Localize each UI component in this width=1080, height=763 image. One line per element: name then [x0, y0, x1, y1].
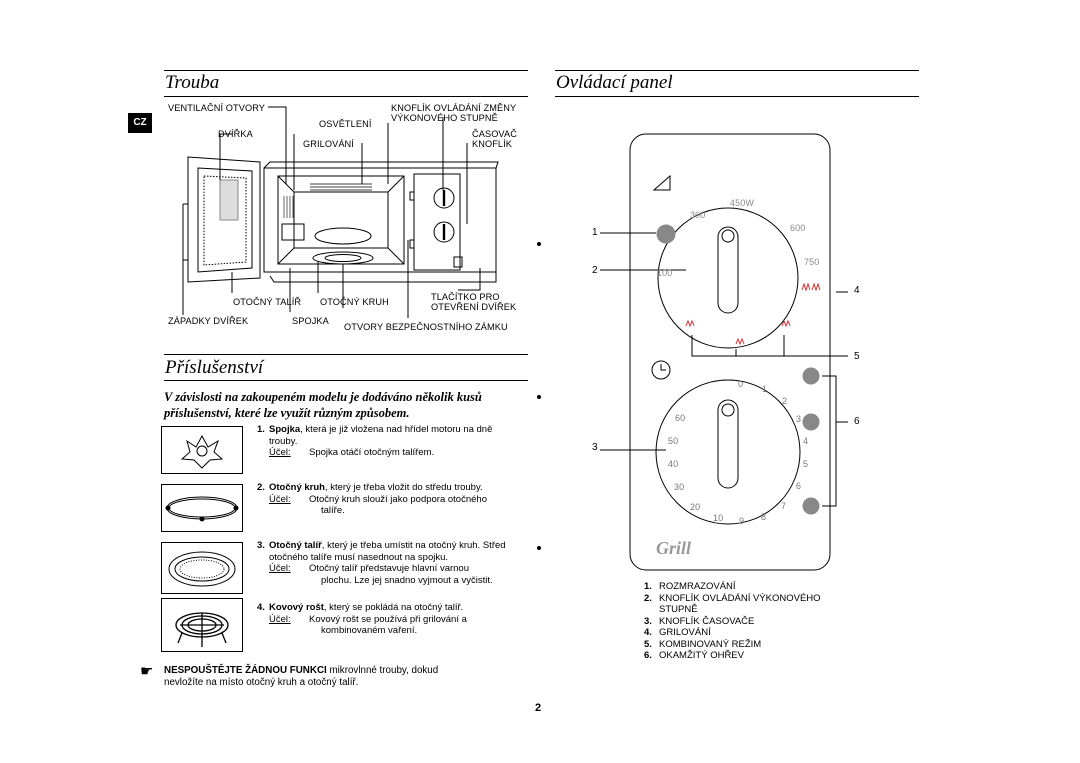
- power-300: 300: [690, 210, 706, 220]
- timer-3: 3: [796, 414, 802, 424]
- turntable-image: [161, 542, 243, 594]
- accessory-4: 4. Kovový rošt, který se pokládá na otočný talíř. Účel: Kovový rošt se používá při grilování a kombinovaném vaření.: [257, 602, 467, 636]
- door-open-icon: [654, 176, 670, 190]
- label-turntable: OTOČNÝ TALÍŘ: [233, 297, 302, 307]
- combo-icon-mid: [736, 339, 744, 344]
- accessories-bottom-rule: [164, 380, 528, 381]
- callout-3: 3: [592, 442, 598, 453]
- roller-ring-image: [161, 484, 243, 532]
- label-power-knob-1: KNOFLÍK OVLÁDÁNÍ ZMĚNY: [391, 103, 517, 113]
- timer-1: 1: [762, 384, 768, 394]
- power-450w: 450W: [730, 198, 754, 208]
- pointing-hand-icon: ☛: [140, 663, 154, 680]
- column-dot: [537, 395, 541, 399]
- page-number: 2: [535, 702, 542, 714]
- timer-60: 60: [675, 413, 686, 423]
- callout-2: 2: [592, 265, 598, 276]
- power-100: 100: [657, 268, 673, 278]
- oven-cavity: [278, 176, 404, 264]
- label-safety-holes: OTVORY BEZPEČNOSTNÍHO ZÁMKU: [344, 322, 508, 332]
- label-coupler: SPOJKA: [292, 316, 329, 326]
- combo-icon-right: [782, 321, 790, 326]
- oven-illustration: [160, 100, 530, 340]
- power-750: 750: [804, 257, 820, 267]
- timer-30: 30: [674, 482, 685, 492]
- panel-top-rule: [555, 70, 919, 71]
- oven-bottom-rule: [164, 96, 528, 97]
- oven-body: [264, 168, 496, 272]
- label-roller-ring: OTOČNÝ KRUH: [320, 297, 389, 307]
- callout-1: 1: [592, 227, 598, 238]
- combo-icon-left: [686, 321, 694, 326]
- oven-top-rule: [164, 70, 528, 71]
- accessories-section-title: Příslušenství: [165, 357, 264, 378]
- panel-bottom-rule: [555, 96, 919, 97]
- timer-knob: [656, 380, 800, 524]
- accessory-1: 1. Spojka, která je již vložena nad hřídel motoru na dně trouby. Účel: Spojka otáčí otočným talířem.: [257, 424, 493, 458]
- column-dot: [537, 242, 541, 246]
- callout-4: 4: [854, 285, 860, 296]
- power-knob-handle: [718, 227, 738, 313]
- callout-6: 6: [854, 416, 860, 427]
- timer-50: 50: [668, 436, 679, 446]
- label-timer-2: KNOFLÍK: [472, 139, 513, 149]
- oven-section-title: Trouba: [165, 72, 220, 93]
- label-door-latches: ZÁPADKY DVÍŘEK: [168, 316, 249, 326]
- label-timer-1: ČASOVAČ: [472, 129, 517, 139]
- label-grill: GRILOVÁNÍ: [303, 139, 354, 149]
- timer-0: 0: [738, 379, 744, 389]
- language-tab: CZ: [128, 113, 152, 133]
- metal-rack-image: [161, 598, 243, 652]
- instant-cook-icon: [803, 414, 819, 430]
- timer-8: 8: [761, 512, 767, 522]
- callout-5: 5: [854, 351, 860, 362]
- label-power-knob-2: VÝKONOVÉHO STUPNĚ: [391, 113, 498, 123]
- warning-note: NESPOUŠTĚJTE ŽÁDNOU FUNKCI mikrovlnné trouby, dokud nevložíte na místo otočný kruh a otočný talíř.: [164, 665, 439, 688]
- accessory-2: 2. Otočný kruh, který je třeba vložit do středu trouby. Účel: Otočný kruh slouží jako podpora otočného talíře.: [257, 482, 487, 516]
- timer-20: 20: [690, 502, 701, 512]
- timer-7: 7: [781, 501, 787, 511]
- timer-40: 40: [668, 459, 679, 469]
- defrost-icon: [657, 225, 675, 243]
- label-door: DVÍŘKA: [218, 129, 253, 139]
- coupler-image: [161, 426, 243, 474]
- power-600: 600: [790, 223, 806, 233]
- panel-legend: 1. ROZMRAZOVÁNÍ 2. KNOFLÍK OVLÁDÁNÍ VÝKONOVÉHO STUPNĚ 3. KNOFLÍK ČASOVAČE 4. GRILOVÁNÍ 5. KOMBINOVANÝ REŽIM 6. OKAMŽITÝ OHŘEV: [644, 581, 821, 661]
- accessories-top-rule: [164, 354, 528, 355]
- oven-control-strip: [414, 174, 460, 270]
- timer-knob-handle: [718, 400, 738, 488]
- accessories-intro-2: příslušenství, které lze využít různým způsobem.: [164, 406, 410, 420]
- timer-6: 6: [796, 481, 802, 491]
- power-knob: [658, 208, 798, 348]
- label-light: OSVĚTLENÍ: [319, 119, 372, 129]
- timer-9: 9: [739, 516, 745, 526]
- label-door-button-2: OTEVŘENÍ DVÍŘEK: [431, 302, 517, 312]
- timer-2: 2: [782, 396, 788, 406]
- grill-icon: [802, 284, 820, 290]
- label-door-button-1: TLAČÍTKO PRO: [431, 292, 500, 302]
- timer-4: 4: [803, 436, 809, 446]
- label-vents: VENTILAČNÍ OTVORY: [168, 103, 265, 113]
- panel-section-title: Ovládací panel: [556, 72, 673, 93]
- timer-5: 5: [803, 459, 809, 469]
- column-dot: [537, 546, 541, 550]
- grill-logo: Grill: [656, 538, 692, 558]
- accessories-intro-1: V závislosti na zakoupeném modelu je dodáváno několik kusů: [164, 390, 482, 404]
- accessory-3: 3. Otočný talíř, který je třeba umístit na otočný kruh. Střed otočného talíře musí nasednout na spojku. Účel: Otočný talíř představuje hlavní varnou plochu. Lze jej snadno vyjmout a vyčistit.: [257, 540, 506, 586]
- timer-10: 10: [713, 513, 724, 523]
